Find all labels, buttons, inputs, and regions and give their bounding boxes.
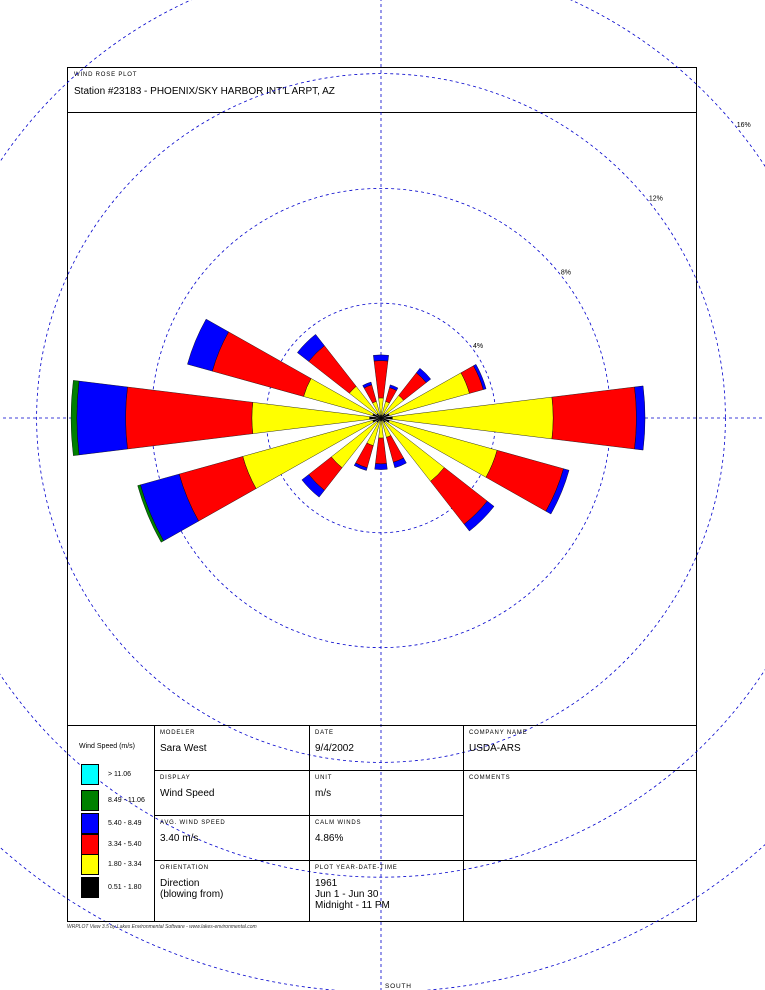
avg-speed-cell <box>155 816 310 861</box>
unit-label: UNIT <box>315 775 333 781</box>
petal-segment-W <box>77 381 128 455</box>
legend-panel <box>68 726 155 922</box>
petal-segment-E <box>552 387 637 449</box>
plot-hours: Midnight - 11 PM <box>315 900 390 911</box>
calm-winds-label: CALM WINDS <box>315 820 362 826</box>
info-panel <box>68 725 696 922</box>
petal-segment-S <box>375 464 388 470</box>
legend-label: 1.80 - 3.34 <box>108 861 142 868</box>
company-cell <box>464 726 696 771</box>
software-credit: WRPLOT View 3.5 by Lakes Environmental Software - www.lakes-environmental.com <box>67 924 257 930</box>
petal-segment-W <box>126 387 253 449</box>
unit-value: m/s <box>315 788 332 799</box>
orientation-line-2: (blowing from) <box>160 889 224 900</box>
legend-title: Wind Speed (m/s) <box>79 743 136 750</box>
orientation-value <box>160 878 223 900</box>
legend-label: 5.40 - 8.49 <box>108 820 142 827</box>
plot-dates: Jun 1 - Jun 30 <box>315 889 379 900</box>
ring-label: 16% <box>736 121 751 129</box>
avg-speed-label: AVG. WIND SPEED <box>160 820 226 826</box>
legend-swatch <box>81 854 99 875</box>
legend-label: 0.51 - 1.80 <box>108 884 142 891</box>
compass-south: SOUTH <box>385 983 412 990</box>
plot-period-label: PLOT YEAR-DATE-TIME <box>315 865 398 871</box>
orientation-cell <box>155 861 310 922</box>
unit-cell <box>310 771 464 816</box>
ring-label: 12% <box>648 195 663 203</box>
company-label: COMPANY NAME <box>469 730 528 736</box>
calm-winds-value: 4.86% <box>315 833 344 844</box>
calm-winds-cell <box>310 816 464 861</box>
date-cell <box>310 726 464 771</box>
ring-label: 4% <box>472 343 484 351</box>
header-label: WIND ROSE PLOT <box>74 72 138 78</box>
orientation-label: ORIENTATION <box>160 865 209 871</box>
empty-cell <box>464 861 696 922</box>
legend-label: 8.49 - 11.06 <box>108 797 145 804</box>
legend-swatch <box>81 790 99 811</box>
date-value: 9/4/2002 <box>315 743 354 754</box>
legend-swatch <box>81 764 99 785</box>
plot-period-value <box>315 878 390 911</box>
legend-swatch <box>81 877 99 898</box>
legend-label: > 11.06 <box>108 771 132 778</box>
legend-swatch <box>81 834 99 855</box>
petal-segment-WNW <box>212 332 311 397</box>
legend-label: 3.34 - 5.40 <box>108 841 142 848</box>
date-label: DATE <box>315 730 334 736</box>
plot-period-cell <box>310 861 464 922</box>
station-title: Station #23183 - PHOENIX/SKY HARBOR INT'L ARPT, AZ <box>74 86 335 97</box>
legend-swatch <box>81 813 99 834</box>
company-value: USDA-ARS <box>469 743 521 754</box>
display-label: DISPLAY <box>160 775 191 781</box>
petal-segment-N <box>374 361 388 398</box>
orientation-line-1: Direction <box>160 878 200 889</box>
comments-cell <box>464 771 696 861</box>
modeler-cell <box>155 726 310 771</box>
petal-segment-N <box>373 355 388 361</box>
petal-segment-S <box>375 438 386 464</box>
display-value: Wind Speed <box>160 788 215 799</box>
plot-header <box>68 68 696 113</box>
ring-label: 8% <box>560 269 572 277</box>
plot-year: 1961 <box>315 878 338 889</box>
comments-label: COMMENTS <box>469 775 511 781</box>
modeler-value: Sara West <box>160 743 207 754</box>
modeler-label: MODELER <box>160 730 196 736</box>
display-cell <box>155 771 310 816</box>
avg-speed-value: 3.40 m/s <box>160 833 199 844</box>
